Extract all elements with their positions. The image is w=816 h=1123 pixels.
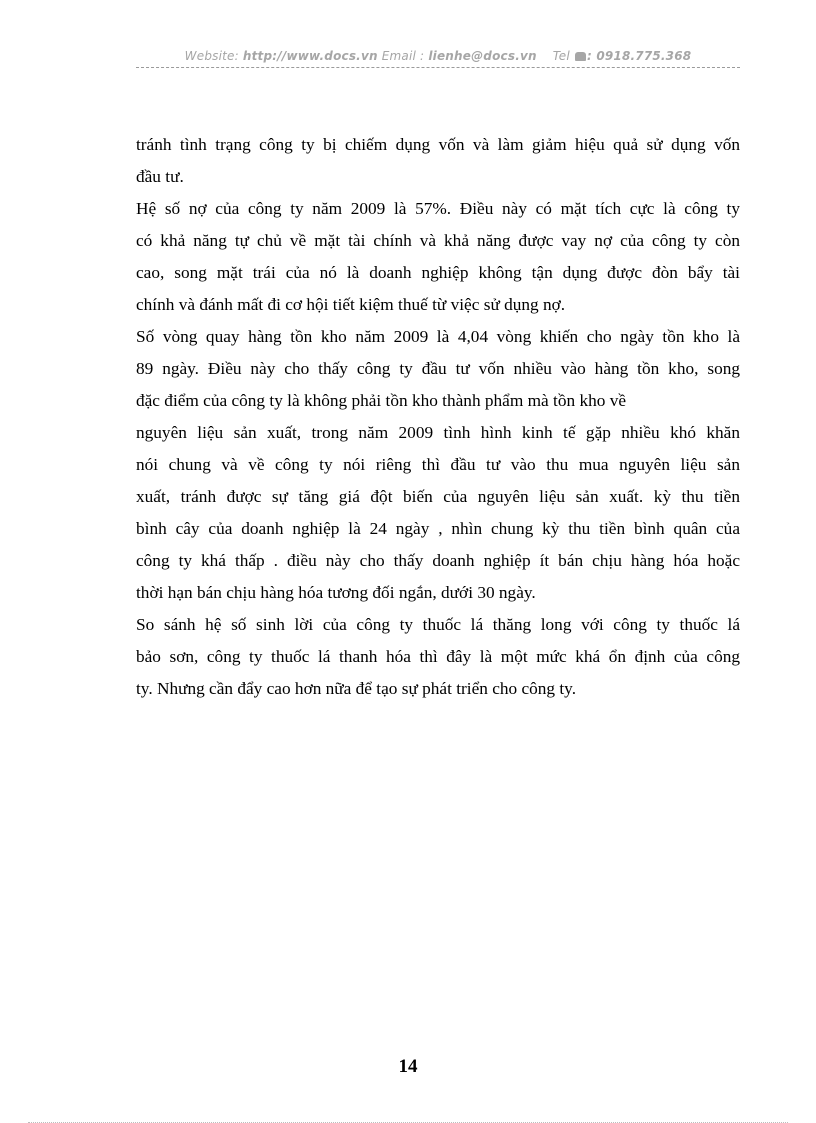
- text-line: nguyên liệu sản xuất, trong năm 2009 tình hình kinh tế gặp nhiều khó khăn: [136, 423, 740, 442]
- text-line: đặc điểm của công ty là không phải tồn kho thành phẩm mà tồn kho về: [136, 391, 627, 410]
- tel-value: : 0918.775.368: [586, 49, 692, 63]
- website-label: Website:: [184, 49, 239, 63]
- page-number: 14: [398, 1056, 418, 1077]
- page-header: [136, 47, 740, 68]
- text-line: chính và đánh mất đi cơ hội tiết kiệm thuế từ việc sử dụng nợ.: [136, 295, 566, 314]
- tel-label: Tel: [552, 49, 570, 63]
- text-line: So sánh hệ số sinh lời của công ty thuốc lá thăng long với công ty thuốc lá: [136, 615, 740, 634]
- text-line: nói chung và về công ty nói riêng thì đầu tư vào thu mua nguyên liệu sản: [136, 455, 740, 474]
- text-line: có khả năng tự chủ về mặt tài chính và khả năng được vay nợ của công ty còn: [136, 231, 740, 250]
- text-line: xuất, tránh được sự tăng giá đột biến của nguyên liệu sản xuất. kỳ thu tiền: [136, 487, 740, 506]
- text-line: ty. Nhưng cần đẩy cao hơn nữa để tạo sự phát triển cho công ty.: [136, 679, 577, 698]
- email-label: Email :: [381, 49, 425, 63]
- text-line: công ty khá thấp . điều này cho thấy doanh nghiệp ít bán chịu hàng hóa hoặc: [136, 551, 740, 570]
- text-line: thời hạn bán chịu hàng hóa tương đối ngắn, dưới 30 ngày.: [136, 583, 536, 602]
- text-line: bảo sơn, công ty thuốc lá thanh hóa thì đây là một mức khá ổn định của công: [136, 647, 740, 666]
- body-text: [136, 129, 740, 705]
- text-line: cao, song mặt trái của nó là doanh nghiệp không tận dụng được đòn bẩy tài: [136, 263, 740, 282]
- phone-icon: [575, 52, 586, 61]
- website-url: http://www.docs.vn: [242, 49, 378, 63]
- text-line: Số vòng quay hàng tồn kho năm 2009 là 4,04 vòng khiến cho ngày tồn kho là: [136, 327, 740, 346]
- email-value: lienhe@docs.vn: [428, 49, 537, 63]
- text-line: 89 ngày. Điều này cho thấy công ty đầu tư vốn nhiều vào hàng tồn kho, song: [136, 359, 740, 378]
- text-line: Hệ số nợ của công ty năm 2009 là 57%. Điều này có mặt tích cực là công ty: [136, 199, 740, 218]
- text-line: bình cây của doanh nghiệp là 24 ngày , nhìn chung kỳ thu tiền bình quân của: [136, 519, 740, 538]
- text-line: tránh tình trạng công ty bị chiếm dụng vốn và làm giảm hiệu quả sử dụng vốn: [136, 135, 740, 154]
- text-line: đầu tư.: [136, 167, 184, 186]
